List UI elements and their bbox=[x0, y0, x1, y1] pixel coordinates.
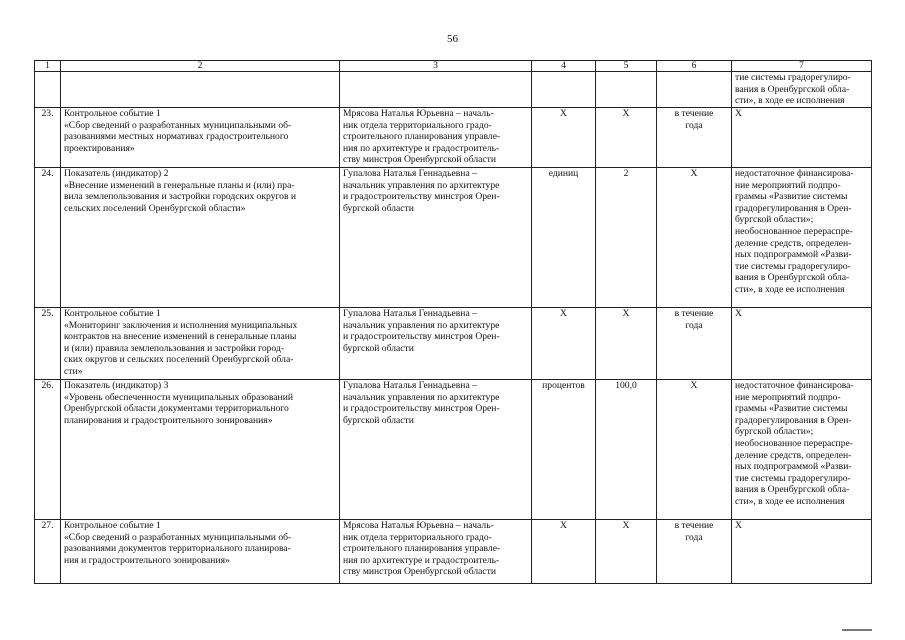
text-line: деление средств, определен- bbox=[735, 449, 852, 461]
text-line: вила землепользования и застройки городских округов и bbox=[64, 191, 297, 203]
text-line: ству минстроя Оренбургской области bbox=[343, 154, 496, 166]
text-line: строительного планирования управле- bbox=[343, 131, 501, 143]
text-line: Мрясова Наталья Юрьевна – началь- bbox=[343, 108, 494, 119]
responsible-cell bbox=[340, 168, 532, 308]
risks-cell bbox=[732, 380, 872, 520]
value-cell: 100,0 bbox=[596, 380, 657, 520]
text-line: Показатель (индикатор) 2 bbox=[64, 168, 169, 179]
text-line: тие системы градорегулиро- bbox=[735, 260, 851, 272]
risks-cell bbox=[732, 72, 872, 108]
text-line: ния и градостроительного зонирования» bbox=[64, 554, 230, 566]
column-number: 5 bbox=[596, 61, 657, 72]
text-line: Мрясова Наталья Юрьевна – началь- bbox=[343, 520, 494, 531]
text-line: разованиями документов территориального планирова- bbox=[64, 543, 291, 555]
text-line: планирования и градостроительного зонирования» bbox=[64, 414, 273, 426]
name-cell bbox=[61, 72, 340, 108]
text-line: необоснованное перераспре- bbox=[735, 437, 853, 449]
table-row bbox=[35, 308, 872, 380]
table-row bbox=[35, 168, 872, 308]
text-line: ских округов и сельских поселений Оренбургской обла- bbox=[64, 354, 294, 366]
text-line: бургской области bbox=[343, 342, 414, 354]
text-line: Х bbox=[690, 168, 698, 179]
program-table bbox=[34, 60, 872, 584]
text-line: ству минстроя Оренбургской области bbox=[343, 566, 496, 578]
name-cell bbox=[61, 168, 340, 308]
name-cell bbox=[61, 308, 340, 380]
unit-cell: единиц bbox=[532, 168, 596, 308]
text-line: «Сбор сведений о разработанных муниципальными об- bbox=[64, 531, 292, 543]
text-line: Гупалова Наталья Геннадьевна – bbox=[343, 168, 477, 179]
risks-cell bbox=[732, 108, 872, 168]
text-line: ник отдела территориального градо- bbox=[343, 119, 492, 131]
text-line: сти», в ходе ее исполнения bbox=[735, 95, 845, 107]
text-line: градорегулирования в Орен- bbox=[735, 202, 852, 214]
text-line: сельских поселений Оренбургской области» bbox=[64, 202, 246, 214]
column-number: 2 bbox=[61, 61, 340, 72]
unit-cell bbox=[532, 72, 596, 108]
text-line: градорегулирования в Орен- bbox=[735, 414, 852, 426]
text-line: начальник управления по архитектуре bbox=[343, 391, 500, 403]
text-line: контрактов на внесение изменений в генеральные планы bbox=[64, 331, 297, 343]
text-line: бургской области bbox=[343, 414, 414, 426]
text-line: бургской области bbox=[343, 202, 414, 214]
text-line: необоснованное перераспре- bbox=[735, 225, 853, 237]
text-line: ных подпрограммой «Разви- bbox=[735, 249, 852, 261]
column-number: 7 bbox=[732, 61, 872, 72]
responsible-cell bbox=[340, 520, 532, 584]
text-line: «Мониторинг заключения и исполнения муниципальных bbox=[64, 319, 298, 331]
text-line: Контрольное событие 1 bbox=[64, 308, 161, 319]
risks-cell bbox=[732, 520, 872, 584]
text-line: «Внесение изменений в генеральные планы и (или) пра- bbox=[64, 179, 295, 191]
row-number-cell: 24. bbox=[35, 168, 61, 308]
text-line: Х bbox=[690, 380, 698, 391]
responsible-cell bbox=[340, 308, 532, 380]
text-line: ние мероприятий подпро- bbox=[735, 391, 841, 403]
text-line: Х bbox=[735, 520, 742, 531]
responsible-cell bbox=[340, 72, 532, 108]
term-cell bbox=[657, 380, 732, 520]
responsible-cell bbox=[340, 108, 532, 168]
text-line: года bbox=[685, 119, 703, 131]
text-line: сти» bbox=[64, 365, 83, 377]
text-line: вания в Оренбургской обла- bbox=[735, 272, 850, 284]
text-line: тие системы градорегулиро- bbox=[735, 472, 851, 484]
column-number: 6 bbox=[657, 61, 732, 72]
text-line: сти», в ходе ее исполнения bbox=[735, 495, 845, 507]
text-line: и градостроительству минстроя Орен- bbox=[343, 191, 500, 203]
term-cell bbox=[657, 72, 732, 108]
value-cell: Х bbox=[596, 520, 657, 584]
column-number: 4 bbox=[532, 61, 596, 72]
text-line: сти», в ходе ее исполнения bbox=[735, 283, 845, 295]
text-line: Х bbox=[735, 308, 742, 319]
text-line: «Сбор сведений о разработанных муниципальными об- bbox=[64, 119, 292, 131]
table-row bbox=[35, 72, 872, 108]
text-line: граммы «Развитие системы bbox=[735, 191, 848, 203]
term-cell bbox=[657, 308, 732, 380]
text-line: Показатель (индикатор) 3 bbox=[64, 380, 169, 391]
name-cell bbox=[61, 380, 340, 520]
text-line: и градостроительству минстроя Орен- bbox=[343, 403, 500, 415]
text-line: Контрольное событие 1 bbox=[64, 520, 161, 531]
text-line: начальник управления по архитектуре bbox=[343, 179, 500, 191]
text-line: в течение bbox=[674, 520, 714, 531]
row-number-cell: 25. bbox=[35, 308, 61, 380]
text-line: Х bbox=[735, 108, 742, 119]
page-number: 56 bbox=[447, 33, 458, 45]
term-cell bbox=[657, 520, 732, 584]
text-line: Гупалова Наталья Геннадьевна – bbox=[343, 380, 477, 391]
row-number-cell: 23. bbox=[35, 108, 61, 168]
unit-cell: Х bbox=[532, 308, 596, 380]
text-line: бургской области»; bbox=[735, 426, 814, 438]
value-cell: Х bbox=[596, 108, 657, 168]
column-number: 1 bbox=[35, 61, 61, 72]
unit-cell: процентов bbox=[532, 380, 596, 520]
column-number-row bbox=[35, 61, 872, 72]
text-line: Оренбургской области документами территориального bbox=[64, 403, 289, 415]
text-line: и градостроительству минстроя Орен- bbox=[343, 331, 500, 343]
term-cell bbox=[657, 108, 732, 168]
row-number-cell: 26. bbox=[35, 380, 61, 520]
text-line: строительного планирования управле- bbox=[343, 543, 501, 555]
text-line: разованиями местных нормативах градостроительного bbox=[64, 131, 289, 143]
text-line: ных подпрограммой «Разви- bbox=[735, 461, 852, 473]
value-cell: Х bbox=[596, 308, 657, 380]
unit-cell: Х bbox=[532, 108, 596, 168]
text-line: и (или) правила землепользования и застройки город- bbox=[64, 342, 285, 354]
text-line: начальник управления по архитектуре bbox=[343, 319, 500, 331]
text-line: года bbox=[685, 531, 703, 543]
name-cell bbox=[61, 520, 340, 584]
text-line: вания в Оренбургской обла- bbox=[735, 484, 850, 496]
table-row bbox=[35, 380, 872, 520]
text-line: ния по архитектуре и градостроитель- bbox=[343, 554, 500, 566]
text-line: в течение bbox=[674, 108, 714, 119]
value-cell: 2 bbox=[596, 168, 657, 308]
text-line: ние мероприятий подпро- bbox=[735, 179, 841, 191]
text-line: проектирования» bbox=[64, 142, 135, 154]
text-line: года bbox=[685, 319, 703, 331]
risks-cell bbox=[732, 168, 872, 308]
text-line: вания в Оренбургской обла- bbox=[735, 83, 850, 95]
table-row bbox=[35, 108, 872, 168]
text-line: в течение bbox=[674, 308, 714, 319]
text-line: Контрольное событие 1 bbox=[64, 108, 161, 119]
text-line: ния по архитектуре и градостроитель- bbox=[343, 142, 500, 154]
text-line: тие системы градорегулиро- bbox=[735, 72, 851, 83]
row-number-cell bbox=[35, 72, 61, 108]
text-line: бургской области»; bbox=[735, 214, 814, 226]
risks-cell bbox=[732, 308, 872, 380]
table-row bbox=[35, 520, 872, 584]
term-cell bbox=[657, 168, 732, 308]
text-line: ник отдела территориального градо- bbox=[343, 531, 492, 543]
column-number: 3 bbox=[340, 61, 532, 72]
text-line: Гупалова Наталья Геннадьевна – bbox=[343, 308, 477, 319]
scan-mark bbox=[842, 629, 872, 631]
row-number-cell: 27. bbox=[35, 520, 61, 584]
value-cell bbox=[596, 72, 657, 108]
text-line: деление средств, определен- bbox=[735, 237, 852, 249]
text-line: недостаточное финансирова- bbox=[735, 168, 854, 179]
text-line: «Уровень обеспеченности муниципальных образований bbox=[64, 391, 293, 403]
unit-cell: Х bbox=[532, 520, 596, 584]
responsible-cell bbox=[340, 380, 532, 520]
text-line: граммы «Развитие системы bbox=[735, 403, 848, 415]
text-line: недостаточное финансирова- bbox=[735, 380, 854, 391]
name-cell bbox=[61, 108, 340, 168]
